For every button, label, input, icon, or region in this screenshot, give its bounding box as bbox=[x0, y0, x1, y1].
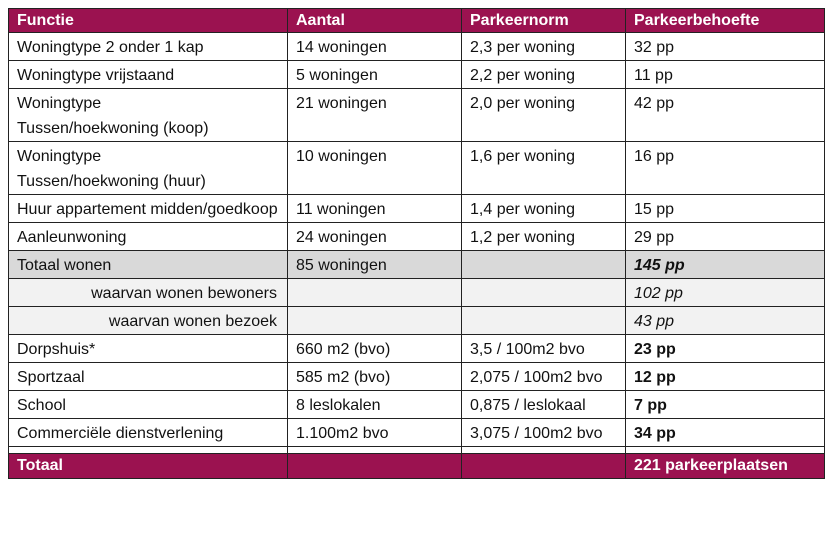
cell-norm: 2,0 per woning bbox=[462, 89, 626, 142]
cell-functie bbox=[9, 195, 288, 223]
subrow-bezoek bbox=[9, 307, 825, 335]
total-behoefte: 221 parkeerplaatsen bbox=[626, 454, 825, 479]
header-parkeerbehoefte: Parkeerbehoefte bbox=[626, 9, 825, 33]
table-row bbox=[9, 142, 825, 195]
cell-norm: 2,3 per woning bbox=[462, 33, 626, 61]
cell-norm: 0,875 / leslokaal bbox=[462, 391, 626, 419]
cell-empty bbox=[462, 454, 626, 479]
functie-line: Tussen/hoekwoning (koop) bbox=[17, 120, 209, 137]
cell-aantal bbox=[288, 307, 462, 335]
cell-aantal: 24 woningen bbox=[288, 223, 462, 251]
cell-behoefte: 15 pp bbox=[626, 195, 825, 223]
table-row bbox=[9, 391, 825, 419]
cell-behoefte: 29 pp bbox=[626, 223, 825, 251]
cell-aantal bbox=[288, 279, 462, 307]
cell-norm bbox=[462, 307, 626, 335]
cell-functie: School bbox=[9, 391, 288, 419]
cell-aantal: 11 woningen bbox=[288, 195, 462, 223]
cell-norm: 1,4 per woning bbox=[462, 195, 626, 223]
cell-behoefte: 34 pp bbox=[626, 419, 825, 447]
cell-functie: Totaal wonen bbox=[9, 251, 288, 279]
parking-table-container bbox=[8, 8, 825, 479]
cell-aantal: 85 woningen bbox=[288, 251, 462, 279]
cell-behoefte: 43 pp bbox=[626, 307, 825, 335]
header-parkeernorm: Parkeernorm bbox=[462, 9, 626, 33]
cell-norm: 2,075 / 100m2 bvo bbox=[462, 363, 626, 391]
cell-behoefte: 102 pp bbox=[626, 279, 825, 307]
cell-functie bbox=[9, 33, 288, 61]
cell-empty bbox=[9, 447, 288, 454]
cell-functie: waarvan wonen bewoners bbox=[9, 279, 288, 307]
table-row bbox=[9, 33, 825, 61]
spacer-row bbox=[9, 447, 825, 454]
cell-behoefte: 32 pp bbox=[626, 33, 825, 61]
table-row bbox=[9, 419, 825, 447]
table-row bbox=[9, 335, 825, 363]
functie-line: Aanleunwoning bbox=[17, 229, 127, 246]
cell-aantal: 660 m2 (bvo) bbox=[288, 335, 462, 363]
cell-empty bbox=[288, 447, 462, 454]
header-functie: Functie bbox=[9, 9, 288, 33]
cell-norm bbox=[462, 251, 626, 279]
cell-norm bbox=[462, 279, 626, 307]
cell-aantal: 5 woningen bbox=[288, 61, 462, 89]
cell-norm: 2,2 per woning bbox=[462, 61, 626, 89]
total-label: Totaal bbox=[9, 454, 288, 479]
cell-functie bbox=[9, 142, 288, 195]
parking-requirements-table bbox=[8, 8, 825, 479]
cell-functie: waarvan wonen bezoek bbox=[9, 307, 288, 335]
header-aantal: Aantal bbox=[288, 9, 462, 33]
cell-functie bbox=[9, 223, 288, 251]
cell-behoefte: 16 pp bbox=[626, 142, 825, 195]
functie-line: Woningtype 2 onder 1 kap bbox=[17, 39, 204, 56]
cell-empty bbox=[288, 454, 462, 479]
table-row bbox=[9, 89, 825, 142]
cell-functie bbox=[9, 61, 288, 89]
functie-line: Woningtype vrijstaand bbox=[17, 67, 175, 84]
cell-functie: Sportzaal bbox=[9, 363, 288, 391]
table-header-row bbox=[9, 9, 825, 33]
cell-empty bbox=[626, 447, 825, 454]
cell-empty bbox=[462, 447, 626, 454]
cell-functie: Commerciële dienstverlening bbox=[9, 419, 288, 447]
cell-behoefte: 12 pp bbox=[626, 363, 825, 391]
cell-behoefte: 145 pp bbox=[626, 251, 825, 279]
cell-aantal: 585 m2 (bvo) bbox=[288, 363, 462, 391]
cell-functie bbox=[9, 89, 288, 142]
subrow-bewoners bbox=[9, 279, 825, 307]
cell-behoefte: 23 pp bbox=[626, 335, 825, 363]
table-row bbox=[9, 223, 825, 251]
subtotal-row-wonen bbox=[9, 251, 825, 279]
table-row bbox=[9, 363, 825, 391]
functie-line: Woningtype bbox=[17, 148, 102, 165]
cell-functie: Dorpshuis* bbox=[9, 335, 288, 363]
functie-line: Huur appartement midden/goedkoop bbox=[17, 201, 278, 218]
cell-aantal: 10 woningen bbox=[288, 142, 462, 195]
cell-norm: 1,6 per woning bbox=[462, 142, 626, 195]
total-row bbox=[9, 454, 825, 479]
cell-norm: 3,075 / 100m2 bvo bbox=[462, 419, 626, 447]
cell-aantal: 8 leslokalen bbox=[288, 391, 462, 419]
cell-behoefte: 11 pp bbox=[626, 61, 825, 89]
functie-line: Woningtype bbox=[17, 95, 102, 112]
cell-aantal: 1.100m2 bvo bbox=[288, 419, 462, 447]
cell-norm: 1,2 per woning bbox=[462, 223, 626, 251]
table-row bbox=[9, 61, 825, 89]
cell-norm: 3,5 / 100m2 bvo bbox=[462, 335, 626, 363]
cell-behoefte: 7 pp bbox=[626, 391, 825, 419]
cell-aantal: 14 woningen bbox=[288, 33, 462, 61]
functie-line: Tussen/hoekwoning (huur) bbox=[17, 173, 206, 190]
cell-aantal: 21 woningen bbox=[288, 89, 462, 142]
table-row bbox=[9, 195, 825, 223]
cell-behoefte: 42 pp bbox=[626, 89, 825, 142]
